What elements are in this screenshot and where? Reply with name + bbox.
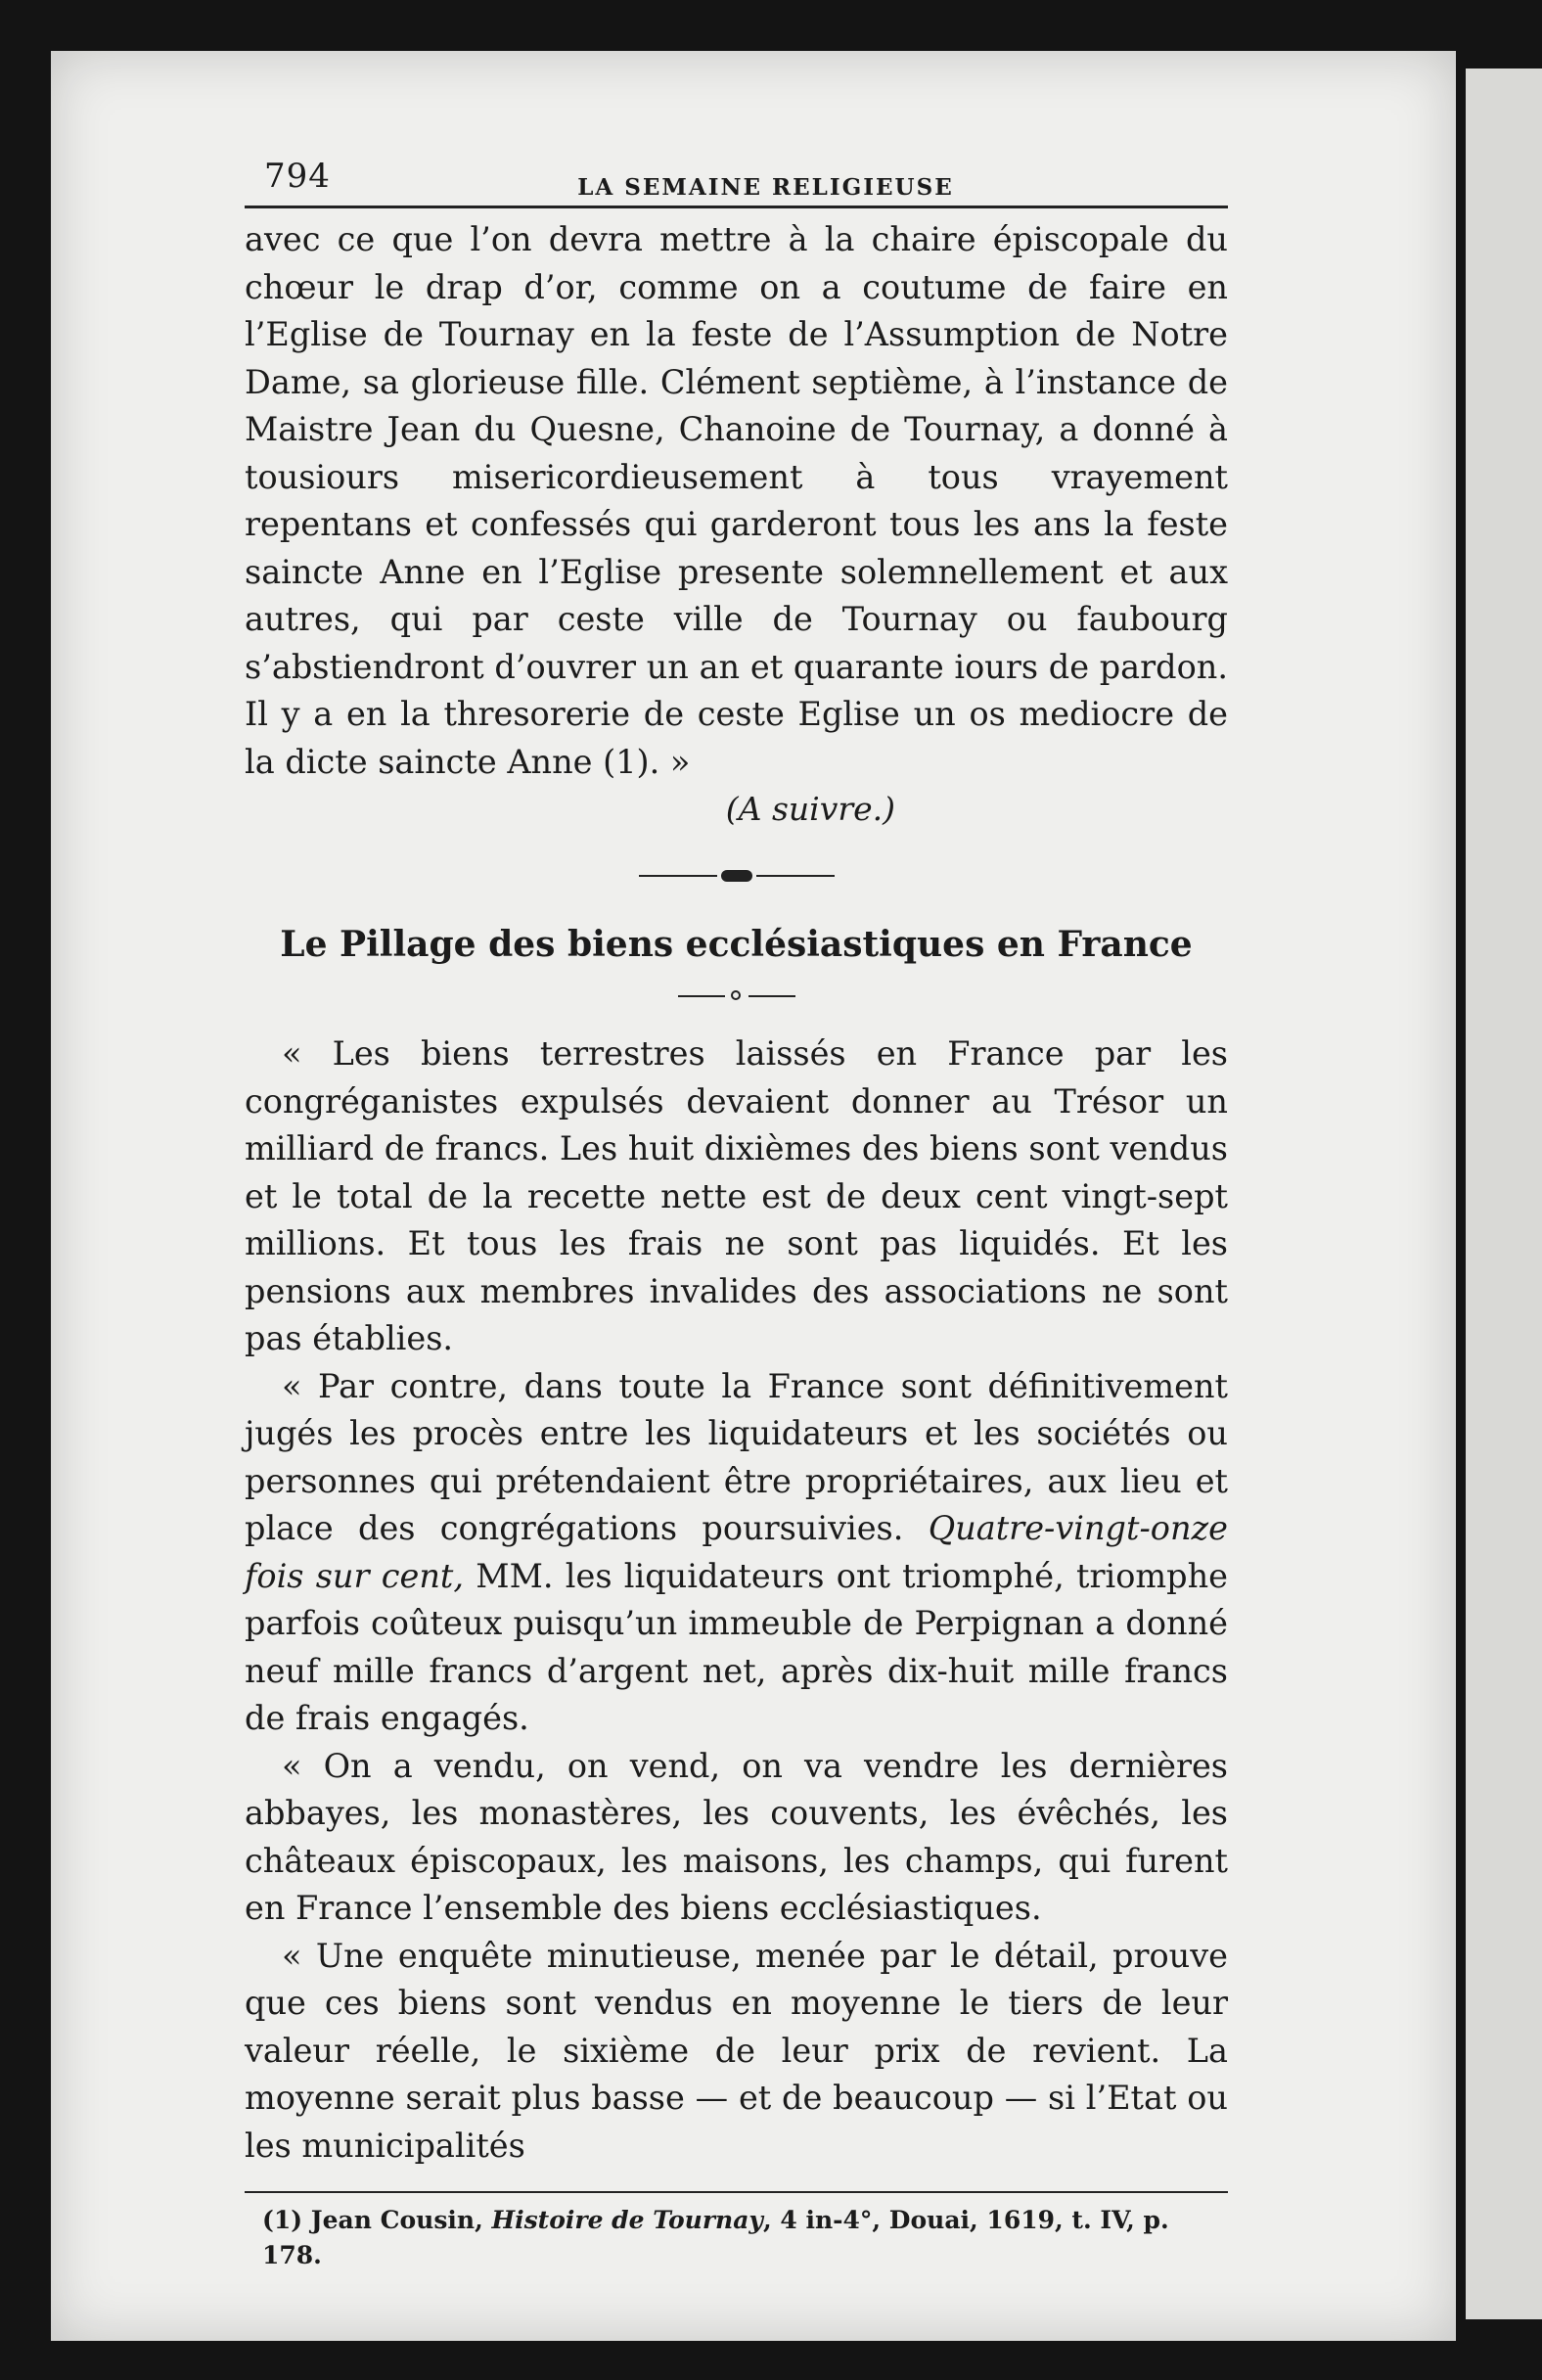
rule-circle <box>731 990 741 1000</box>
footnote-suffix: , 4 in-4°, Douai, 1619, t. IV, p. 178. <box>262 2206 1169 2269</box>
rule-line-left <box>678 995 725 997</box>
rule-line-right <box>748 995 795 997</box>
article-paragraph: « Une enquête minutieuse, menée par le détail, prouve que ces biens sont vendus en moyenne le tiers de leur valeur réelle, le sixième de leur prix de revient. La moyenne serait plus basse — et de beaucoup — si l’Etat ou les municipalités <box>245 1936 1228 2165</box>
running-title: LA SEMAINE RELIGIEUSE <box>577 174 954 201</box>
section-ornament <box>639 870 835 882</box>
page-number: 794 <box>264 157 331 196</box>
article-paragraph: « Les biens terrestres laissés en France par les congréganistes expulsés devaient donner au Trésor un milliard de francs. Les huit dixièmes des biens sont vendus et le total de la recette nette est de deux cent vingt-sept millions. Et tous les frais ne sont pas liquidés. Et les pensions aux membres invalides des associations ne sont pas établies. <box>245 1034 1228 1357</box>
paragraph-text: MM. les liquidateurs ont triomphé, triomphe parfois coûteux puisqu’un immeuble de Perpignan a donné neuf mille francs d’argent net, après dix-huit mille francs de frais engagés. <box>245 1556 1228 1737</box>
footnote-prefix: (1) Jean Cousin, <box>262 2206 492 2234</box>
footnote-work: Histoire de Tournay <box>491 2206 763 2234</box>
footnote <box>245 2203 1228 2273</box>
emphasis-text: Quatre-vingt-onze fois sur cent, <box>245 1509 1228 1595</box>
to-be-continued: (A suivre.) <box>725 790 895 828</box>
article-title: Le Pillage des biens ecclésiastiques en France <box>280 924 1193 965</box>
running-head <box>245 147 1228 208</box>
article-paragraph: « On a vendu, on vend, on va vendre les dernières abbayes, les monastères, les couvents, les évêchés, les châteaux épiscopaux, les maisons, les champs, qui furent en France l’ensemble des biens ecclésiastiques. <box>245 1746 1228 1927</box>
ornament-mark <box>721 870 752 882</box>
footnote-rule <box>245 2191 1228 2193</box>
article-paragraph <box>245 1363 1228 1743</box>
title-rule <box>678 989 795 1001</box>
adjacent-page-edge <box>1466 69 1542 2319</box>
continuation-text: avec ce que l’on devra mettre à la chaire épiscopale du chœur le drap d’or, comme on a coutume de faire en l’Eglise de Tournay en la feste de l’Assumption de Notre Dame, sa glorieuse fille. Clément septième, à l’instance de Maistre Jean du Quesne, Chanoine de Tournay, a donné à tousiours misericordieusement à tous vrayement repentans et confessés qui garderont tous les ans la feste saincte Anne en l’Eglise presente solemnellement et aux autres, qui par ceste ville de Tournay ou faubourg s’abstiendront d’ouvrer un an et quarante iours de pardon. Il y a en la thresorerie de ceste Eglise un os mediocre de la dicte saincte Anne (1). » <box>245 220 1228 781</box>
ornament-line-right <box>756 875 835 877</box>
ornament-line-left <box>639 875 717 877</box>
continuation-paragraph <box>245 216 1228 786</box>
text-block <box>245 147 1228 2273</box>
article-body <box>245 1030 1228 2170</box>
paragraph-text: « Par contre, dans toute la France sont définitivement jugés les procès entre les liquidateurs et les sociétés ou personnes qui prétendaient être propriétaires, aux lieu et place des congrégations poursuivies. <box>245 1366 1228 1547</box>
